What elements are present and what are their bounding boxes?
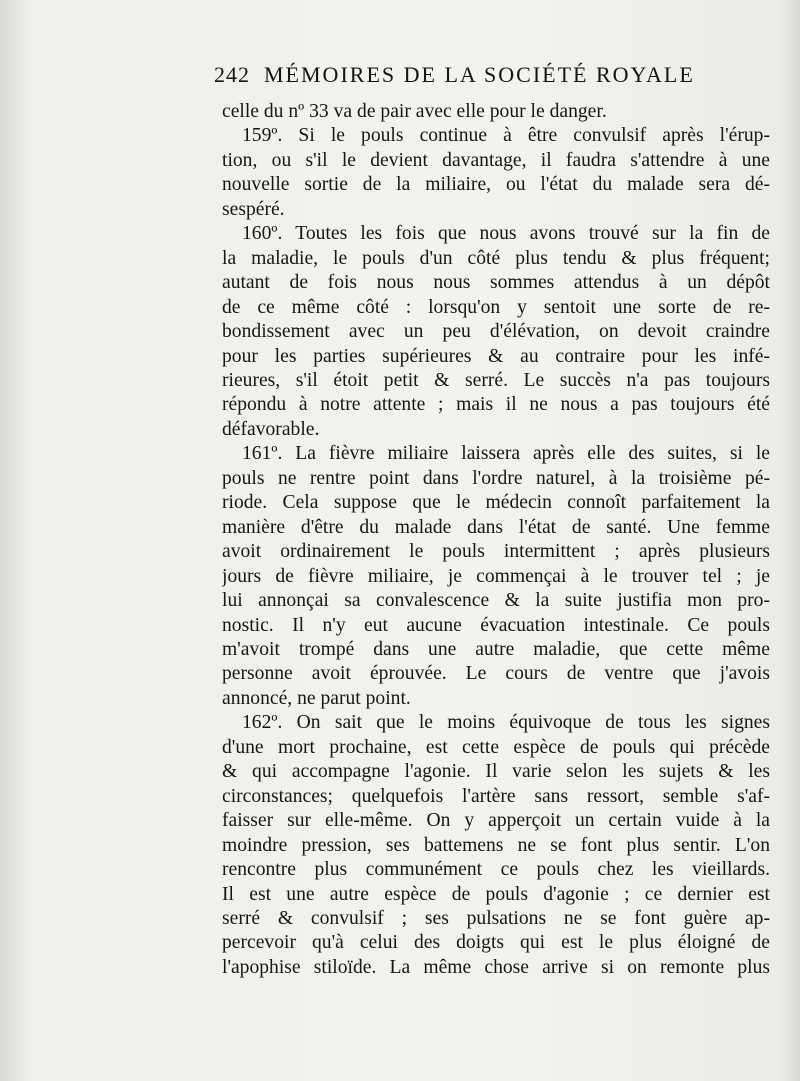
text-line: avoit ordinairement le pouls intermittent ; après plusieurs (222, 541, 770, 563)
text-line: rencontre plus communément ce pouls chez les vieillards. (222, 859, 770, 881)
text-line: pouls ne rentre point dans l'ordre naturel, à la troisième pé- (222, 467, 770, 489)
text-line: autant de fois nous nous sommes attendus à un dépôt (222, 272, 770, 294)
text-line: de ce même côté : lorsqu'on y sentoit une sorte de re- (222, 296, 770, 318)
running-header (214, 62, 774, 88)
text-line: 161º. La fièvre miliaire laissera après elle des suites, si le (242, 443, 770, 465)
text-line: 159º. Si le pouls continue à être convulsif après l'érup- (242, 125, 770, 147)
text-line: celle du nº 33 va de pair avec elle pour le danger. (222, 101, 607, 122)
text-line: lui annonçai sa convalescence & la suite justifia mon pro- (222, 590, 770, 612)
text-line: faisser sur elle-même. On y apperçoit un certain vuide à la (222, 810, 770, 832)
running-title: MÉMOIRES DE LA SOCIÉTÉ ROYALE (264, 62, 695, 87)
text-line: jours de fièvre miliaire, je commençai à le trouver tel ; je (222, 565, 770, 587)
text-line: la maladie, le pouls d'un côté plus tendu & plus fréquent; (222, 247, 770, 269)
text-line: pour les parties supérieures & au contraire pour les infé- (222, 345, 770, 367)
text-line: 162º. On sait que le moins équivoque de tous les signes (242, 712, 770, 734)
text-line: 160º. Toutes les fois que nous avons trouvé sur la fin de (242, 223, 770, 245)
text-line: rieures, s'il étoit petit & serré. Le succès n'a pas toujours (222, 369, 770, 391)
text-line: riode. Cela suppose que le médecin connoît parfaitement la (222, 492, 770, 514)
page-number: 242 (214, 62, 250, 87)
text-line: serré & convulsif ; ses pulsations ne se font guère ap- (222, 907, 770, 929)
text-line: nouvelle sortie de la miliaire, ou l'état du malade sera dé- (222, 174, 770, 196)
body-text (222, 100, 770, 980)
text-line: bondissement avec un peu d'élévation, on devoit craindre (222, 321, 770, 343)
text-line: l'apophise stiloïde. La même chose arrive si on remonte plus (222, 956, 770, 978)
text-line: nostic. Il n'y eut aucune évacuation intestinale. Ce pouls (222, 614, 770, 636)
text-line: Il est une autre espèce de pouls d'agonie ; ce dernier est (222, 883, 770, 905)
text-line: sespéré. (222, 198, 285, 220)
text-line: moindre pression, ses battemens ne se font plus sentir. L'on (222, 834, 770, 856)
text-line: personne avoit éprouvée. Le cours de ventre que j'avois (222, 663, 770, 685)
text-line: défavorable. (222, 418, 320, 440)
text-line: & qui accompagne l'agonie. Il varie selon les sujets & les (222, 761, 770, 783)
text-line: tion, ou s'il le devient davantage, il faudra s'attendre à une (222, 149, 770, 171)
text-line: répondu à notre attente ; mais il ne nous a pas toujours été (222, 394, 770, 416)
text-line: manière d'être du malade dans l'état de santé. Une femme (222, 516, 770, 538)
text-line: percevoir qu'à celui des doigts qui est le plus éloigné de (222, 932, 770, 954)
text-line: m'avoit trompé dans une autre maladie, que cette même (222, 638, 770, 660)
text-line: d'une mort prochaine, est cette espèce de pouls qui précède (222, 736, 770, 758)
text-line: circonstances; quelquefois l'artère sans ressort, semble s'af- (222, 785, 770, 807)
text-line: annoncé, ne parut point. (222, 687, 411, 709)
